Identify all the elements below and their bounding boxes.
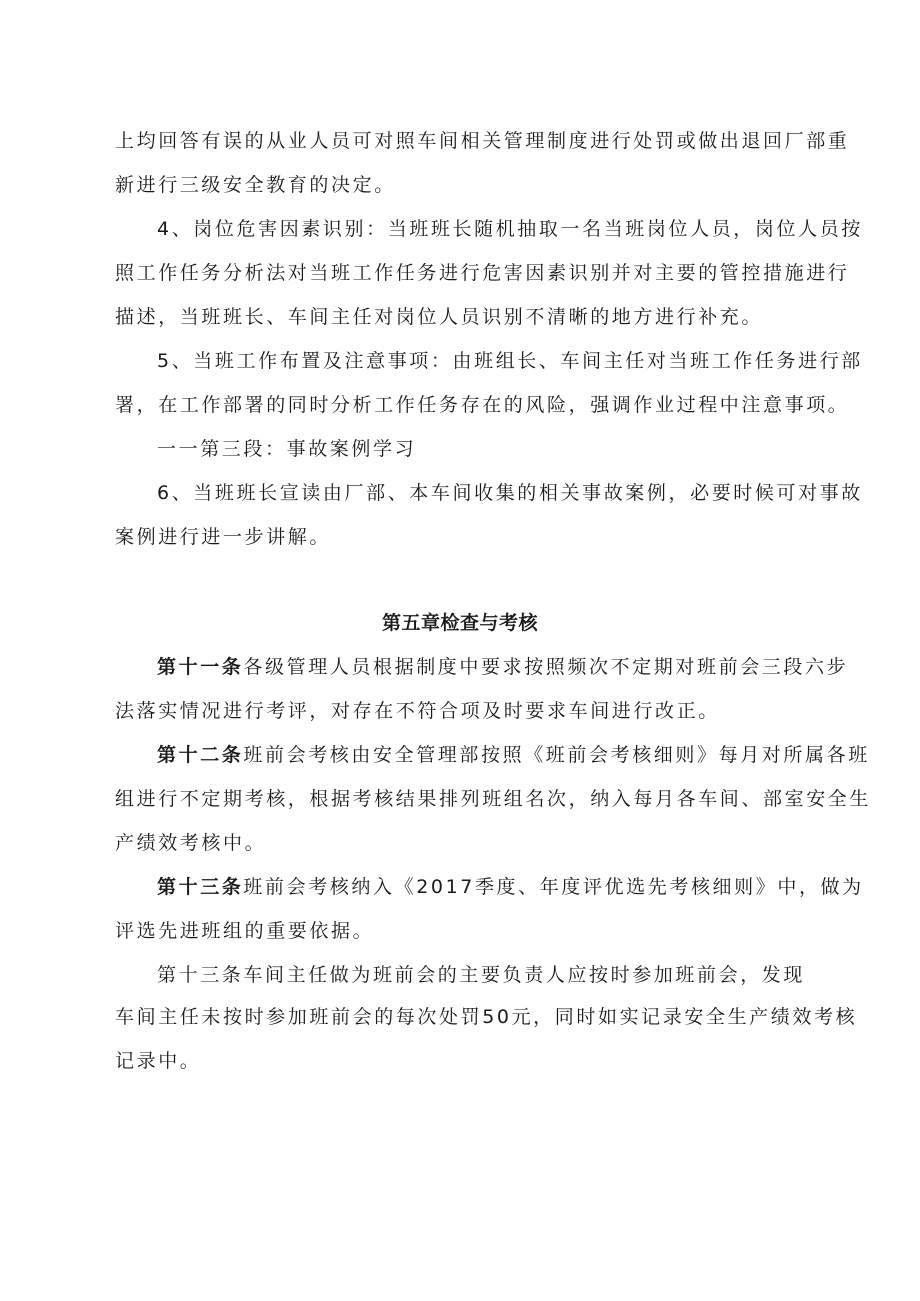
paragraph-line: 评选先进班组的重要依据。 bbox=[115, 920, 375, 942]
paragraph-line: 产绩效考核中。 bbox=[115, 832, 267, 854]
article-12-line bbox=[157, 742, 870, 768]
paragraph-line: 新进行三级安全教育的决定。 bbox=[115, 174, 396, 196]
paragraph-line: 上均回答有误的从业人员可对照车间相关管理制度进行处罚或做出退回厂部重 bbox=[115, 130, 850, 152]
paragraph-line: 组进行不定期考核，根据考核结果排列班组名次，纳入每月各车间、部室安全生 bbox=[115, 788, 872, 810]
paragraph-line: 5、当班工作布置及注意事项：由班组长、车间主任对当班工作任务进行部 bbox=[157, 350, 863, 372]
article-label: 第十二条 bbox=[157, 744, 244, 766]
paragraph-line: 6、当班班长宣读由厂部、本车间收集的相关事故案例，必要时候可对事故 bbox=[157, 482, 863, 504]
paragraph-line: 署，在工作部署的同时分析工作任务存在的风险，强调作业过程中注意事项。 bbox=[115, 394, 850, 416]
paragraph-line: 车间主任未按时参加班前会的每次处罚50元，同时如实记录安全生产绩效考核 bbox=[115, 1006, 858, 1028]
paragraph-line: 第十三条车间主任做为班前会的主要负责人应按时参加班前会，发现 bbox=[157, 964, 806, 986]
article-13-line bbox=[157, 874, 864, 900]
paragraph-line: 记录中。 bbox=[115, 1050, 202, 1072]
paragraph-line: 案例进行进一步讲解。 bbox=[115, 526, 332, 548]
article-text: 各级管理人员根据制度中要求按照频次不定期对班前会三段六步 bbox=[243, 656, 849, 678]
chapter-title: 第五章检查与考核 bbox=[381, 612, 538, 634]
section-subtitle: 一一第三段：事故案例学习 bbox=[157, 438, 417, 460]
paragraph-line: 描述，当班班长、车间主任对岗位人员识别不清晰的地方进行补充。 bbox=[115, 306, 764, 328]
paragraph-line: 4、岗位危害因素识别：当班班长随机抽取一名当班岗位人员，岗位人员按 bbox=[157, 218, 863, 240]
article-label: 第十三条 bbox=[157, 876, 244, 898]
paragraph-line: 照工作任务分析法对当班工作任务进行危害因素识别并对主要的管控措施进行 bbox=[115, 262, 850, 284]
article-11-line bbox=[157, 654, 848, 680]
article-text: 班前会考核由安全管理部按照《班前会考核细则》每月对所属各班 bbox=[243, 744, 870, 766]
article-label: 第十一条 bbox=[157, 656, 244, 678]
paragraph-line: 法落实情况进行考评，对存在不符合项及时要求车间进行改正。 bbox=[115, 700, 720, 722]
article-text: 班前会考核纳入《2017季度、年度评优选先考核细则》中，做为 bbox=[243, 876, 864, 898]
